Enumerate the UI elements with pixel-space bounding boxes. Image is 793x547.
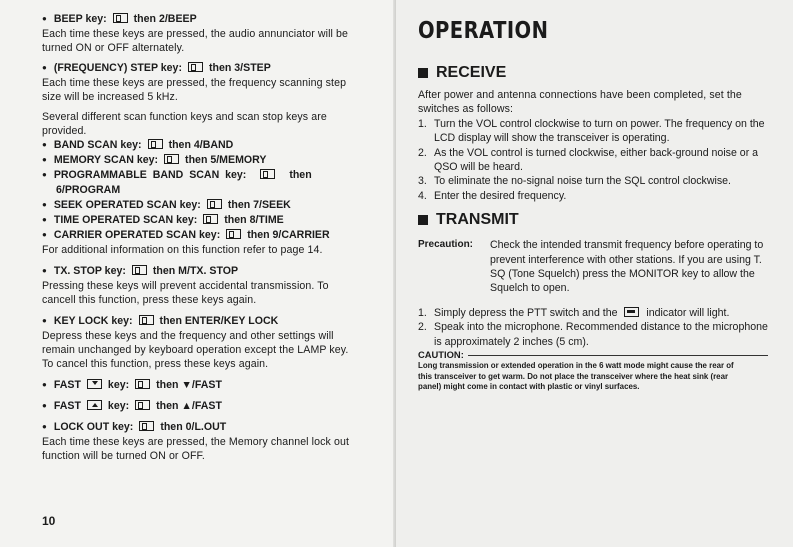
caution-header: CAUTION: (418, 349, 768, 361)
precaution-block (418, 238, 768, 296)
function-key-icon (226, 229, 241, 239)
lock-out-description: Each time these keys are pressed, the Memory channel lock out function will be turned ON or OFF. (42, 435, 349, 463)
memory-scan-item: ● MEMORY SCAN key: then 5/MEMORY (42, 153, 364, 168)
transmit-step: 2. Speak into the microphone. Recommended distance to the microphone is approximately 2 inches (5 cm). (418, 321, 768, 348)
precaution-label: Precaution: (418, 239, 474, 251)
function-key-icon (135, 400, 150, 410)
receive-heading: RECEIVE (418, 64, 768, 82)
function-key-icon (188, 62, 203, 72)
program-scan-target: 6/PROGRAM (56, 184, 121, 197)
receive-steps (418, 117, 768, 203)
transmit-steps (418, 306, 768, 349)
section-square-icon (418, 215, 428, 225)
left-column (42, 12, 364, 464)
carrier-scan-item: ● CARRIER OPERATED SCAN key: then 9/CARRIER (42, 228, 364, 243)
tx-stop-heading: ● TX. STOP key: then M/TX. STOP (42, 264, 364, 279)
receive-step: 3. To eliminate the no-signal noise turn the SQL control clockwise. (418, 175, 731, 188)
seek-scan-item: ● SEEK OPERATED SCAN key: then 7/SEEK (42, 198, 364, 213)
tx-stop-description: Pressing these keys will prevent accidental transmission. To cancell this function, press these keys again. (42, 279, 329, 307)
function-key-icon (148, 139, 163, 149)
beep-key-heading: ● BEEP key: then 2/BEEP (42, 12, 364, 27)
lock-out-heading: ● LOCK OUT key: then 0/L.OUT (42, 420, 364, 435)
transmit-step: 1. Simply depress the PTT switch and the indicator will light. (418, 306, 730, 319)
scan-intro: Several different scan function keys and scan stop keys are provided. (42, 110, 327, 138)
band-scan-item: ● BAND SCAN key: then 4/BAND (42, 138, 364, 153)
transmit-heading: TRANSMIT (418, 211, 768, 229)
tx-indicator-icon (624, 307, 639, 317)
function-key-icon (260, 169, 275, 179)
right-column (418, 18, 768, 393)
up-arrow-key-icon (87, 400, 102, 410)
key-lock-cancel: To cancel this function, press these keys again. (42, 358, 269, 371)
caution-rule (468, 355, 768, 356)
step-key-heading: ● (FREQUENCY) STEP key: then 3/STEP (42, 61, 364, 76)
function-key-icon (113, 13, 128, 23)
receive-step: 1. Turn the VOL control clockwise to turn on power. The frequency on the LCD display will show the transceiver is operating. (418, 117, 765, 145)
beep-description: Each time these keys are pressed, the audio annunciator will be turned ON or OFF alternately. (42, 28, 349, 55)
right-page (396, 0, 793, 547)
function-key-icon (135, 379, 150, 389)
down-arrow-key-icon (87, 379, 102, 389)
receive-step: 4. Enter the desired frequency. (418, 189, 567, 202)
caution-text: Long transmission or extended operation in the 6 watt mode might cause the rear of this transceiver to get warm. Do not place the transceiver where the heat sink (rear panel) might come in contact with plastic or vinyl surfaces. (418, 361, 734, 392)
program-scan-item: ● PROGRAMMABLE BAND SCAN key: then (42, 168, 364, 183)
function-key-icon (164, 154, 179, 164)
fast-down-item: ● FAST key: then ▼/FAST (42, 378, 364, 393)
fast-up-item: ● FAST key: then ▲/FAST (42, 399, 364, 414)
function-key-icon (139, 315, 154, 325)
function-key-icon (207, 199, 222, 209)
page-title: OPERATION (418, 18, 549, 44)
function-key-icon (139, 421, 154, 431)
section-square-icon (418, 68, 428, 78)
key-lock-heading: ● KEY LOCK key: then ENTER/KEY LOCK (42, 314, 364, 329)
time-scan-item: ● TIME OPERATED SCAN key: then 8/TIME (42, 213, 364, 228)
left-page (0, 0, 396, 547)
page-number: 10 (42, 514, 56, 528)
scan-reference: For additional information on this function refer to page 14. (42, 244, 323, 257)
step-description: Each time these keys are pressed, the frequency scanning step size will be increased 5 kHz. (42, 76, 347, 104)
precaution-text: Check the intended transmit frequency before operating to prevent interference with other stations. If you are using T. SQ (Tone Squelch) press the MONITOR key to allow the Squelch to open. (490, 239, 764, 295)
receive-step: 2. As the VOL control is turned clockwise, either back-ground noise or a QSO will be heard. (418, 146, 759, 174)
function-key-icon (203, 214, 218, 224)
key-lock-description: Depress these keys and the frequency and other settings will remain unchanged by keyboard operation except the LAMP key. (42, 329, 349, 357)
function-key-icon (132, 265, 147, 275)
receive-intro: After power and antenna connections have been completed, set the switches as follows: (418, 89, 742, 116)
